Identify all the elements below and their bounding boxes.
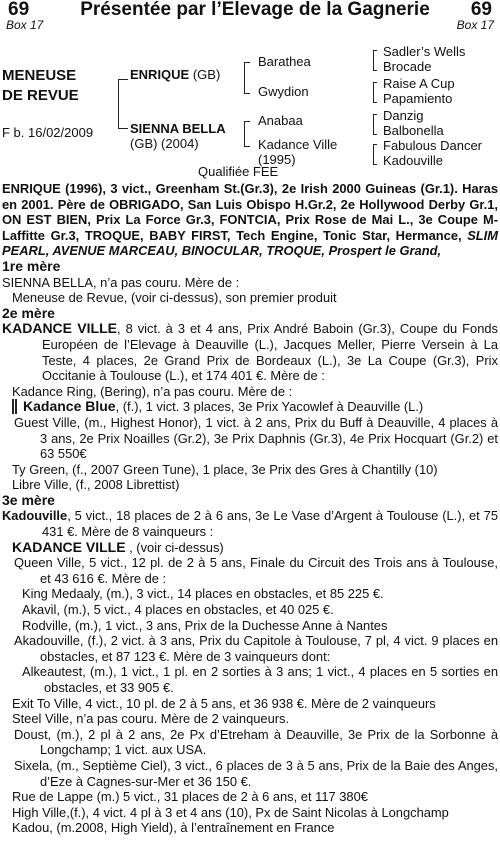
lot-number-right: 69 — [470, 0, 492, 20]
pedigree-table — [0, 44, 500, 184]
dam-sire: Anabaa — [258, 113, 303, 128]
gen1-heading: 1re mère — [2, 257, 61, 274]
steel-ville: Steel Ville, n’a pas couru. Mère de 2 vainqueurs. — [12, 711, 290, 727]
horse-name-line1: MENEUSE — [2, 67, 77, 84]
birth-info: F b. 16/02/2009 — [2, 125, 94, 140]
catalogue-text — [2, 181, 498, 836]
akavil: Akavil, (m.), 5 vict., 4 places en obstacles, et 40 025 €. — [22, 602, 334, 618]
libre-ville: Libre Ville, (f., 2008 Librettist) — [12, 477, 180, 493]
box-label-right: Box 17 — [456, 18, 494, 32]
ssd: Brocade — [383, 59, 432, 74]
king-medaaly: King Medaaly, (m.), 3 vict., 14 places en obstacles, et 85 225 €. — [22, 586, 384, 602]
gen3-heading: 3e mère — [2, 491, 55, 508]
dam-name: SIENNA BELLA — [130, 121, 226, 136]
high-ville: High Ville,(f.), 4 vict. 4 pl à 3 et 4 ans (10), Px de Saint Nicolas à Longchamp — [12, 804, 449, 820]
lot-number-left: 69 — [8, 0, 30, 20]
gen1-dam: SIENNA BELLA, n’a pas couru. Mère de : — [2, 274, 240, 290]
sdd: Papamiento — [383, 91, 453, 106]
gen2-heading: 2e mère — [2, 304, 55, 321]
exit-to-ville: Exit To Ville, 4 vict., 10 pl. de 2 à 5 ans, et 36 938 €. Mère de 2 vainqueurs — [12, 695, 436, 711]
qualification: Qualifiée FEE — [198, 164, 279, 179]
dam-dam: Kadance Ville — [258, 137, 338, 152]
sire-name: ENRIQUE (GB) — [130, 67, 221, 82]
guest-ville: Guest Ville, (m., Highest Honor), 1 vict. à 2 ans, Prix du Buff à Deauville, 4 places à 3 ans, 2e Prix Noailles (Gr.2), 3e Prix Daphnis (Gr.3), 4e Prix Hocquart (Gr.2) et 63 550€ — [14, 414, 498, 462]
doust: Doust, (m.), 2 pl à 2 ans, 2e Px d’Etreham à Deauville, 3e Prix de la Sorbonne à Longchamp; 1 vict. aux USA. — [14, 726, 498, 758]
page-title: Présentée par l’Elevage de la Gagnerie — [80, 0, 430, 20]
ty-green: Ty Green, (f., 2007 Green Tune), 1 place, 3e Prix des Gres à Chantilly (10) — [12, 461, 438, 477]
sire-dam: Gwydion — [258, 84, 309, 99]
dsd: Balbonella — [383, 123, 444, 138]
ddd: Kadouville — [383, 153, 443, 168]
horse-name-line2: DE REVUE — [2, 87, 79, 104]
rodville: Rodville, (m.), 1 vict., 3 ans, Prix de la Duchesse Anne à Nantes — [22, 617, 388, 633]
kadance-ring: Kadance Ring, (Bering), n’a pas couru. Mère de : — [12, 383, 293, 399]
rue-de-lappe: Rue de Lappe (m.) 5 vict., 31 places de 2 à 6 ans, et 117 380€ — [12, 789, 368, 805]
kadou: Kadou, (m.2008, High Yield), à l’entraînement en France — [12, 820, 335, 836]
kadance-ville-record: KADANCE VILLE, 8 vict. à 3 et 4 ans, Prix André Baboin (Gr.3), Coupe du Fonds Européen de l’Elevage à Deauville (L.), Jacques Meller, Pierre Versein à La Teste, 4 places, 2e Grand Prix de Bordeaux (L.), 3e La Coupe (Gr.3), Prix Occitanie à Toulouse (L.), et 174 401 €. Mère de : — [2, 320, 498, 384]
dss: Danzig — [383, 108, 424, 123]
kadance-blue-row: Kadance Blue, (f.), 1 vict. 3 places, 3e Prix Yacowlef à Deauville (L.) — [2, 399, 498, 415]
dam-origin: (GB) (2004) — [130, 136, 199, 151]
dds: Fabulous Dancer — [383, 138, 482, 153]
page-header — [4, 0, 496, 21]
sds: Raise A Cup — [383, 76, 455, 91]
sire-record: ENRIQUE (1996), 3 vict., Greenham St.(Gr.3), 2e Irish 2000 Guineas (Gr.1). Haras en 2001. Père de OBRIGADO, San Luis Obispo H.Gr.2, 2e Hollywood Derby Gr.1, ON EST BIEN, Prix La Force Gr.3, FONTCIA, Prix Rose de Mai L., 3e Coupe M-Laffitte Gr.3, TROQUE, BABY FIRST, Tech Engine, Tonic Star, Hermance, SLIM PEARL, AVENUE MARCEAU, BINOCULAR, TROQUE, Prospert le Grand, — [2, 181, 498, 259]
alkeautest: Alkeautest, (m.), 1 vict., 1 pl. en 2 sorties à 3 ans; 1 vict., 4 places en 5 sorties en obstacles, et 33 905 €. — [22, 664, 498, 695]
dam-dam-year: (1995) — [258, 152, 296, 167]
sss: Sadler’s Wells — [383, 44, 466, 59]
gen1-produce: Meneuse de Revue, (voir ci-dessus), son premier produit — [12, 290, 337, 306]
sixela: Sixela, (m., Septième Ciel), 3 vict., 6 places de 3 à 5 ans, Prix de la Baie des Anges, d’Eze à Cagnes-sur-Mer et 36 150 €. — [14, 757, 498, 789]
sire-sire: Barathea — [258, 54, 311, 69]
kadouville-record: Kadouville, 5 vict., 18 places de 2 à 6 ans, 3e Le Vase d’Argent à Toulouse (L.), et 75 431 €. Mère de 8 vainqueurs : — [2, 508, 498, 540]
queen-ville: Queen Ville, 5 vict., 12 pl. de 2 à 5 ans, Finale du Circuit des Trois ans à Toulouse, et 43 616 €. Mère de : — [14, 555, 498, 586]
box-label-left: Box 17 — [6, 18, 44, 32]
akadouville: Akadouville, (f.), 2 vict. à 3 ans, Prix du Capitole à Toulouse, 7 pl, 4 vict. 9 places en obstacles, et 87 123 €. Mère de 3 vainqueurs dont: — [14, 633, 498, 664]
kadance-ville-ref: KADANCE VILLE , (voir ci-dessus) — [12, 538, 224, 555]
